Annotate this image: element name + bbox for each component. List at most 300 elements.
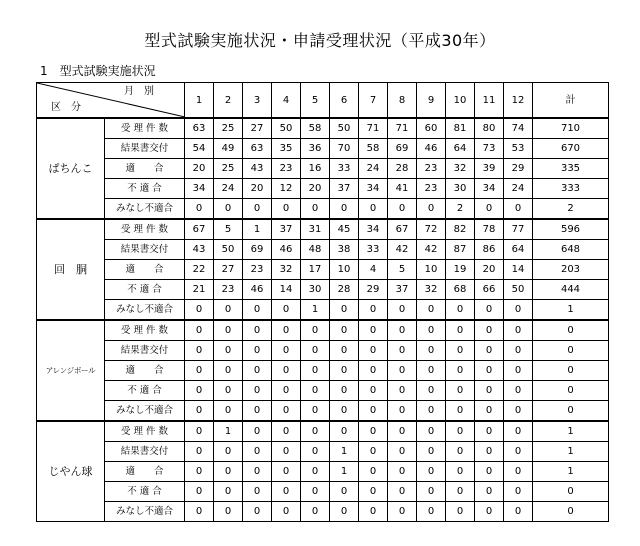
table-cell: 41 — [388, 179, 417, 199]
table-cell: 54 — [185, 139, 214, 159]
table-cell: 0 — [301, 199, 330, 220]
table-cell: 0 — [185, 421, 214, 442]
group-label: アレンジボール — [37, 320, 105, 421]
table-cell: 0 — [417, 421, 446, 442]
table-cell: 0 — [417, 300, 446, 321]
table-cell: 42 — [417, 240, 446, 260]
table-cell: 0 — [214, 442, 243, 462]
month-header: 5 — [301, 83, 330, 119]
table-cell: 0 — [388, 502, 417, 522]
table-cell: 68 — [446, 280, 475, 300]
table-row — [37, 341, 609, 361]
table-cell: 0 — [330, 381, 359, 401]
table-cell: 23 — [272, 159, 301, 179]
table-cell: 0 — [446, 320, 475, 341]
table-cell: 0 — [214, 502, 243, 522]
table-cell: 0 — [359, 199, 388, 220]
table-cell: 74 — [504, 118, 533, 139]
table-cell: 30 — [301, 280, 330, 300]
table-cell: 0 — [185, 502, 214, 522]
table-cell: 0 — [475, 421, 504, 442]
table-cell: 0 — [359, 442, 388, 462]
table-cell: 0 — [388, 482, 417, 502]
table-cell: 77 — [504, 219, 533, 240]
table-cell: 60 — [417, 118, 446, 139]
table-cell: 0 — [301, 502, 330, 522]
table-cell: 0 — [504, 341, 533, 361]
row-label: 結果書交付 — [105, 341, 185, 361]
table-cell: 0 — [359, 502, 388, 522]
table-cell: 21 — [185, 280, 214, 300]
table-cell: 38 — [330, 240, 359, 260]
table-cell: 0 — [185, 442, 214, 462]
table-cell: 0 — [417, 502, 446, 522]
group-label: じやん球 — [37, 421, 105, 522]
month-header: 7 — [359, 83, 388, 119]
table-row — [37, 159, 609, 179]
page-title: 型式試験実施状況・申請受理状況（平成30年） — [144, 31, 496, 50]
table-cell: 0 — [243, 381, 272, 401]
table-cell: 64 — [504, 240, 533, 260]
table-cell: 0 — [272, 361, 301, 381]
table-cell: 0 — [301, 381, 330, 401]
table-cell: 1 — [243, 219, 272, 240]
table-cell: 37 — [330, 179, 359, 199]
total-cell: 0 — [533, 502, 609, 522]
table-cell: 0 — [359, 320, 388, 341]
month-header: 9 — [417, 83, 446, 119]
table-cell: 0 — [504, 320, 533, 341]
table-cell: 25 — [214, 159, 243, 179]
table-cell: 0 — [359, 361, 388, 381]
table-cell: 63 — [185, 118, 214, 139]
table-cell: 81 — [446, 118, 475, 139]
table-cell: 23 — [214, 280, 243, 300]
table-cell: 0 — [272, 502, 301, 522]
section-title: 1 型式試験実施状況 — [40, 64, 156, 78]
table-cell: 0 — [417, 381, 446, 401]
header-row — [37, 83, 609, 119]
table-cell: 34 — [475, 179, 504, 199]
table-cell: 0 — [243, 462, 272, 482]
table-cell: 0 — [504, 199, 533, 220]
total-cell: 0 — [533, 320, 609, 341]
row-label: 不 適 合 — [105, 280, 185, 300]
month-header: 1 — [185, 83, 214, 119]
table-cell: 0 — [388, 421, 417, 442]
table-cell: 22 — [185, 260, 214, 280]
table-cell: 0 — [185, 320, 214, 341]
table-cell: 0 — [330, 421, 359, 442]
table-cell: 0 — [475, 300, 504, 321]
table-cell: 0 — [243, 421, 272, 442]
table-cell: 72 — [417, 219, 446, 240]
table-cell: 0 — [214, 482, 243, 502]
total-cell: 1 — [533, 300, 609, 321]
table-cell: 0 — [243, 482, 272, 502]
table-cell: 24 — [214, 179, 243, 199]
table-cell: 0 — [185, 341, 214, 361]
table-cell: 43 — [243, 159, 272, 179]
table-cell: 0 — [185, 401, 214, 422]
table-cell: 23 — [243, 260, 272, 280]
table-cell: 29 — [359, 280, 388, 300]
table-cell: 0 — [185, 381, 214, 401]
table-cell: 17 — [301, 260, 330, 280]
month-header: 2 — [214, 83, 243, 119]
table-cell: 10 — [330, 260, 359, 280]
table-group — [37, 320, 609, 421]
total-cell: 335 — [533, 159, 609, 179]
table-cell: 0 — [330, 401, 359, 422]
table-cell: 0 — [330, 300, 359, 321]
table-cell: 0 — [475, 199, 504, 220]
table-cell: 0 — [330, 320, 359, 341]
table-cell: 0 — [272, 421, 301, 442]
total-cell: 1 — [533, 421, 609, 442]
table-cell: 20 — [301, 179, 330, 199]
total-cell: 648 — [533, 240, 609, 260]
table-cell: 0 — [504, 421, 533, 442]
table-cell: 31 — [301, 219, 330, 240]
table-cell: 30 — [446, 179, 475, 199]
table-cell: 87 — [446, 240, 475, 260]
table-cell: 0 — [475, 502, 504, 522]
table-cell: 0 — [475, 381, 504, 401]
table-cell: 0 — [185, 199, 214, 220]
table-cell: 0 — [185, 482, 214, 502]
table-cell: 0 — [388, 199, 417, 220]
table-cell: 0 — [446, 482, 475, 502]
table-header — [37, 83, 609, 119]
table-cell: 0 — [243, 320, 272, 341]
month-header: 3 — [243, 83, 272, 119]
table-cell: 53 — [504, 139, 533, 159]
table-cell: 45 — [330, 219, 359, 240]
table-cell: 0 — [272, 482, 301, 502]
table-cell: 46 — [417, 139, 446, 159]
month-header: 12 — [504, 83, 533, 119]
total-cell: 0 — [533, 482, 609, 502]
table-cell: 50 — [272, 118, 301, 139]
table-row — [37, 421, 609, 442]
table-cell: 58 — [359, 139, 388, 159]
table-cell: 0 — [417, 320, 446, 341]
table-cell: 0 — [446, 462, 475, 482]
table-cell: 0 — [359, 300, 388, 321]
table-cell: 0 — [388, 401, 417, 422]
table-cell: 0 — [272, 401, 301, 422]
table-cell: 0 — [388, 462, 417, 482]
table-cell: 0 — [214, 320, 243, 341]
total-cell: 710 — [533, 118, 609, 139]
table-cell: 50 — [504, 280, 533, 300]
table-cell: 0 — [214, 401, 243, 422]
table-cell: 71 — [388, 118, 417, 139]
table-cell: 0 — [272, 199, 301, 220]
table-cell: 80 — [475, 118, 504, 139]
table-cell: 0 — [243, 199, 272, 220]
row-label: 不 適 合 — [105, 482, 185, 502]
table-cell: 0 — [301, 462, 330, 482]
row-label: 受 理 件 数 — [105, 219, 185, 240]
table-cell: 24 — [359, 159, 388, 179]
total-cell: 0 — [533, 361, 609, 381]
table-cell: 29 — [504, 159, 533, 179]
table-group — [37, 118, 609, 219]
table-cell: 0 — [243, 341, 272, 361]
table-cell: 1 — [214, 421, 243, 442]
table-cell: 0 — [243, 442, 272, 462]
month-header: 6 — [330, 83, 359, 119]
total-cell: 1 — [533, 442, 609, 462]
table-cell: 0 — [330, 341, 359, 361]
row-label: 適 合 — [105, 361, 185, 381]
table-cell: 0 — [359, 381, 388, 401]
total-cell: 0 — [533, 341, 609, 361]
table-cell: 34 — [359, 179, 388, 199]
table-cell: 1 — [330, 442, 359, 462]
month-header-label: 月 別 — [124, 86, 154, 97]
table-cell: 0 — [185, 361, 214, 381]
table-cell: 23 — [417, 159, 446, 179]
table-cell: 50 — [330, 118, 359, 139]
table-cell: 0 — [475, 401, 504, 422]
table-cell: 16 — [301, 159, 330, 179]
table-cell: 66 — [475, 280, 504, 300]
table-row — [37, 300, 609, 321]
table-cell: 0 — [446, 502, 475, 522]
table-cell: 0 — [504, 442, 533, 462]
table-cell: 0 — [243, 502, 272, 522]
table-row — [37, 280, 609, 300]
table-cell: 63 — [243, 139, 272, 159]
table-cell: 0 — [504, 300, 533, 321]
table-cell: 20 — [243, 179, 272, 199]
table-cell: 0 — [301, 442, 330, 462]
table-cell: 0 — [359, 401, 388, 422]
table-cell: 0 — [330, 361, 359, 381]
table-cell: 0 — [504, 361, 533, 381]
table-row — [37, 118, 609, 139]
table-cell: 0 — [301, 482, 330, 502]
table-cell: 49 — [214, 139, 243, 159]
table-cell: 0 — [446, 442, 475, 462]
total-cell: 0 — [533, 401, 609, 422]
table-cell: 0 — [359, 341, 388, 361]
table-row — [37, 199, 609, 220]
table-cell: 20 — [475, 260, 504, 280]
table-cell: 0 — [330, 502, 359, 522]
table-cell: 36 — [301, 139, 330, 159]
table-cell: 0 — [330, 482, 359, 502]
inspection-status-table — [36, 82, 609, 522]
table-cell: 69 — [243, 240, 272, 260]
table-cell: 48 — [301, 240, 330, 260]
table-cell: 43 — [185, 240, 214, 260]
table-row — [37, 260, 609, 280]
table-cell: 0 — [475, 482, 504, 502]
table-cell: 0 — [504, 482, 533, 502]
table-cell: 0 — [417, 442, 446, 462]
row-label: 結果書交付 — [105, 240, 185, 260]
table-cell: 86 — [475, 240, 504, 260]
table-cell: 67 — [388, 219, 417, 240]
group-label: ぱちんこ — [37, 118, 105, 219]
table-cell: 0 — [475, 341, 504, 361]
table-cell: 0 — [446, 381, 475, 401]
table-cell: 0 — [301, 401, 330, 422]
table-cell: 0 — [272, 320, 301, 341]
table-row — [37, 219, 609, 240]
table-cell: 78 — [475, 219, 504, 240]
table-cell: 4 — [359, 260, 388, 280]
table-cell: 0 — [185, 462, 214, 482]
table-cell: 0 — [214, 199, 243, 220]
table-cell: 0 — [475, 462, 504, 482]
table-cell: 0 — [359, 462, 388, 482]
table-cell: 32 — [272, 260, 301, 280]
table-cell: 10 — [417, 260, 446, 280]
table-cell: 82 — [446, 219, 475, 240]
table-row — [37, 462, 609, 482]
table-cell: 0 — [388, 341, 417, 361]
table-cell: 35 — [272, 139, 301, 159]
table-cell: 24 — [504, 179, 533, 199]
table-cell: 0 — [417, 401, 446, 422]
table-cell: 0 — [214, 341, 243, 361]
table-cell: 0 — [446, 300, 475, 321]
table-row — [37, 401, 609, 422]
total-cell: 444 — [533, 280, 609, 300]
table-cell: 0 — [417, 341, 446, 361]
table-cell: 0 — [359, 482, 388, 502]
table-cell: 0 — [417, 462, 446, 482]
table-cell: 37 — [388, 280, 417, 300]
table-cell: 27 — [243, 118, 272, 139]
table-cell: 0 — [417, 361, 446, 381]
table-cell: 0 — [446, 341, 475, 361]
table-cell: 0 — [475, 320, 504, 341]
row-label: 適 合 — [105, 462, 185, 482]
table-group — [37, 219, 609, 320]
row-label: 適 合 — [105, 260, 185, 280]
month-header: 8 — [388, 83, 417, 119]
table-cell: 1 — [301, 300, 330, 321]
table-cell: 71 — [359, 118, 388, 139]
category-header-label: 区 分 — [51, 102, 81, 113]
table-cell: 0 — [185, 300, 214, 321]
table-cell: 33 — [359, 240, 388, 260]
table-cell: 0 — [301, 361, 330, 381]
table-cell: 1 — [330, 462, 359, 482]
table-cell: 39 — [475, 159, 504, 179]
table-cell: 32 — [446, 159, 475, 179]
total-cell: 670 — [533, 139, 609, 159]
table-cell: 67 — [185, 219, 214, 240]
table-cell: 0 — [243, 361, 272, 381]
row-label: 適 合 — [105, 159, 185, 179]
table-cell: 0 — [272, 341, 301, 361]
table-cell: 0 — [301, 341, 330, 361]
table-cell: 73 — [475, 139, 504, 159]
table-cell: 0 — [214, 381, 243, 401]
table-cell: 0 — [272, 462, 301, 482]
row-label: 不 適 合 — [105, 179, 185, 199]
table-cell: 0 — [475, 361, 504, 381]
row-label: みなし不適合 — [105, 199, 185, 220]
row-label: 結果書交付 — [105, 139, 185, 159]
table-cell: 5 — [214, 219, 243, 240]
row-label: みなし不適合 — [105, 502, 185, 522]
table-cell: 46 — [272, 240, 301, 260]
table-cell: 0 — [214, 361, 243, 381]
table-cell: 0 — [475, 442, 504, 462]
table-cell: 2 — [446, 199, 475, 220]
table-cell: 0 — [243, 401, 272, 422]
month-header: 4 — [272, 83, 301, 119]
table-row — [37, 361, 609, 381]
table-cell: 28 — [388, 159, 417, 179]
table-cell: 25 — [214, 118, 243, 139]
table-cell: 42 — [388, 240, 417, 260]
table-cell: 0 — [330, 199, 359, 220]
table-row — [37, 320, 609, 341]
table-cell: 0 — [359, 421, 388, 442]
table-cell: 23 — [417, 179, 446, 199]
table-cell: 0 — [243, 300, 272, 321]
table-cell: 0 — [272, 442, 301, 462]
table-cell: 0 — [504, 401, 533, 422]
table-cell: 37 — [272, 219, 301, 240]
table-cell: 0 — [504, 381, 533, 401]
table-row — [37, 482, 609, 502]
row-label: 受 理 件 数 — [105, 118, 185, 139]
header-corner-cell — [37, 83, 185, 119]
table-cell: 0 — [446, 421, 475, 442]
month-header: 11 — [475, 83, 504, 119]
total-cell: 596 — [533, 219, 609, 240]
table-cell: 70 — [330, 139, 359, 159]
row-label: 結果書交付 — [105, 442, 185, 462]
table-cell: 69 — [388, 139, 417, 159]
table-cell: 0 — [301, 421, 330, 442]
total-cell: 333 — [533, 179, 609, 199]
table-cell: 0 — [214, 462, 243, 482]
table-cell: 0 — [504, 462, 533, 482]
table-cell: 0 — [272, 300, 301, 321]
table-row — [37, 240, 609, 260]
table-cell: 0 — [272, 381, 301, 401]
table-cell: 33 — [330, 159, 359, 179]
total-cell: 2 — [533, 199, 609, 220]
table-cell: 0 — [388, 361, 417, 381]
total-header: 計 — [533, 83, 609, 119]
group-label: 回 胴 — [37, 219, 105, 320]
table-cell: 19 — [446, 260, 475, 280]
table-row — [37, 381, 609, 401]
table-cell: 0 — [446, 361, 475, 381]
table-cell: 34 — [185, 179, 214, 199]
table-cell: 0 — [388, 300, 417, 321]
row-label: 不 適 合 — [105, 381, 185, 401]
row-label: 受 理 件 数 — [105, 320, 185, 341]
table-cell: 34 — [359, 219, 388, 240]
table-cell: 28 — [330, 280, 359, 300]
table-row — [37, 179, 609, 199]
table-cell: 0 — [214, 300, 243, 321]
table-cell: 0 — [446, 401, 475, 422]
